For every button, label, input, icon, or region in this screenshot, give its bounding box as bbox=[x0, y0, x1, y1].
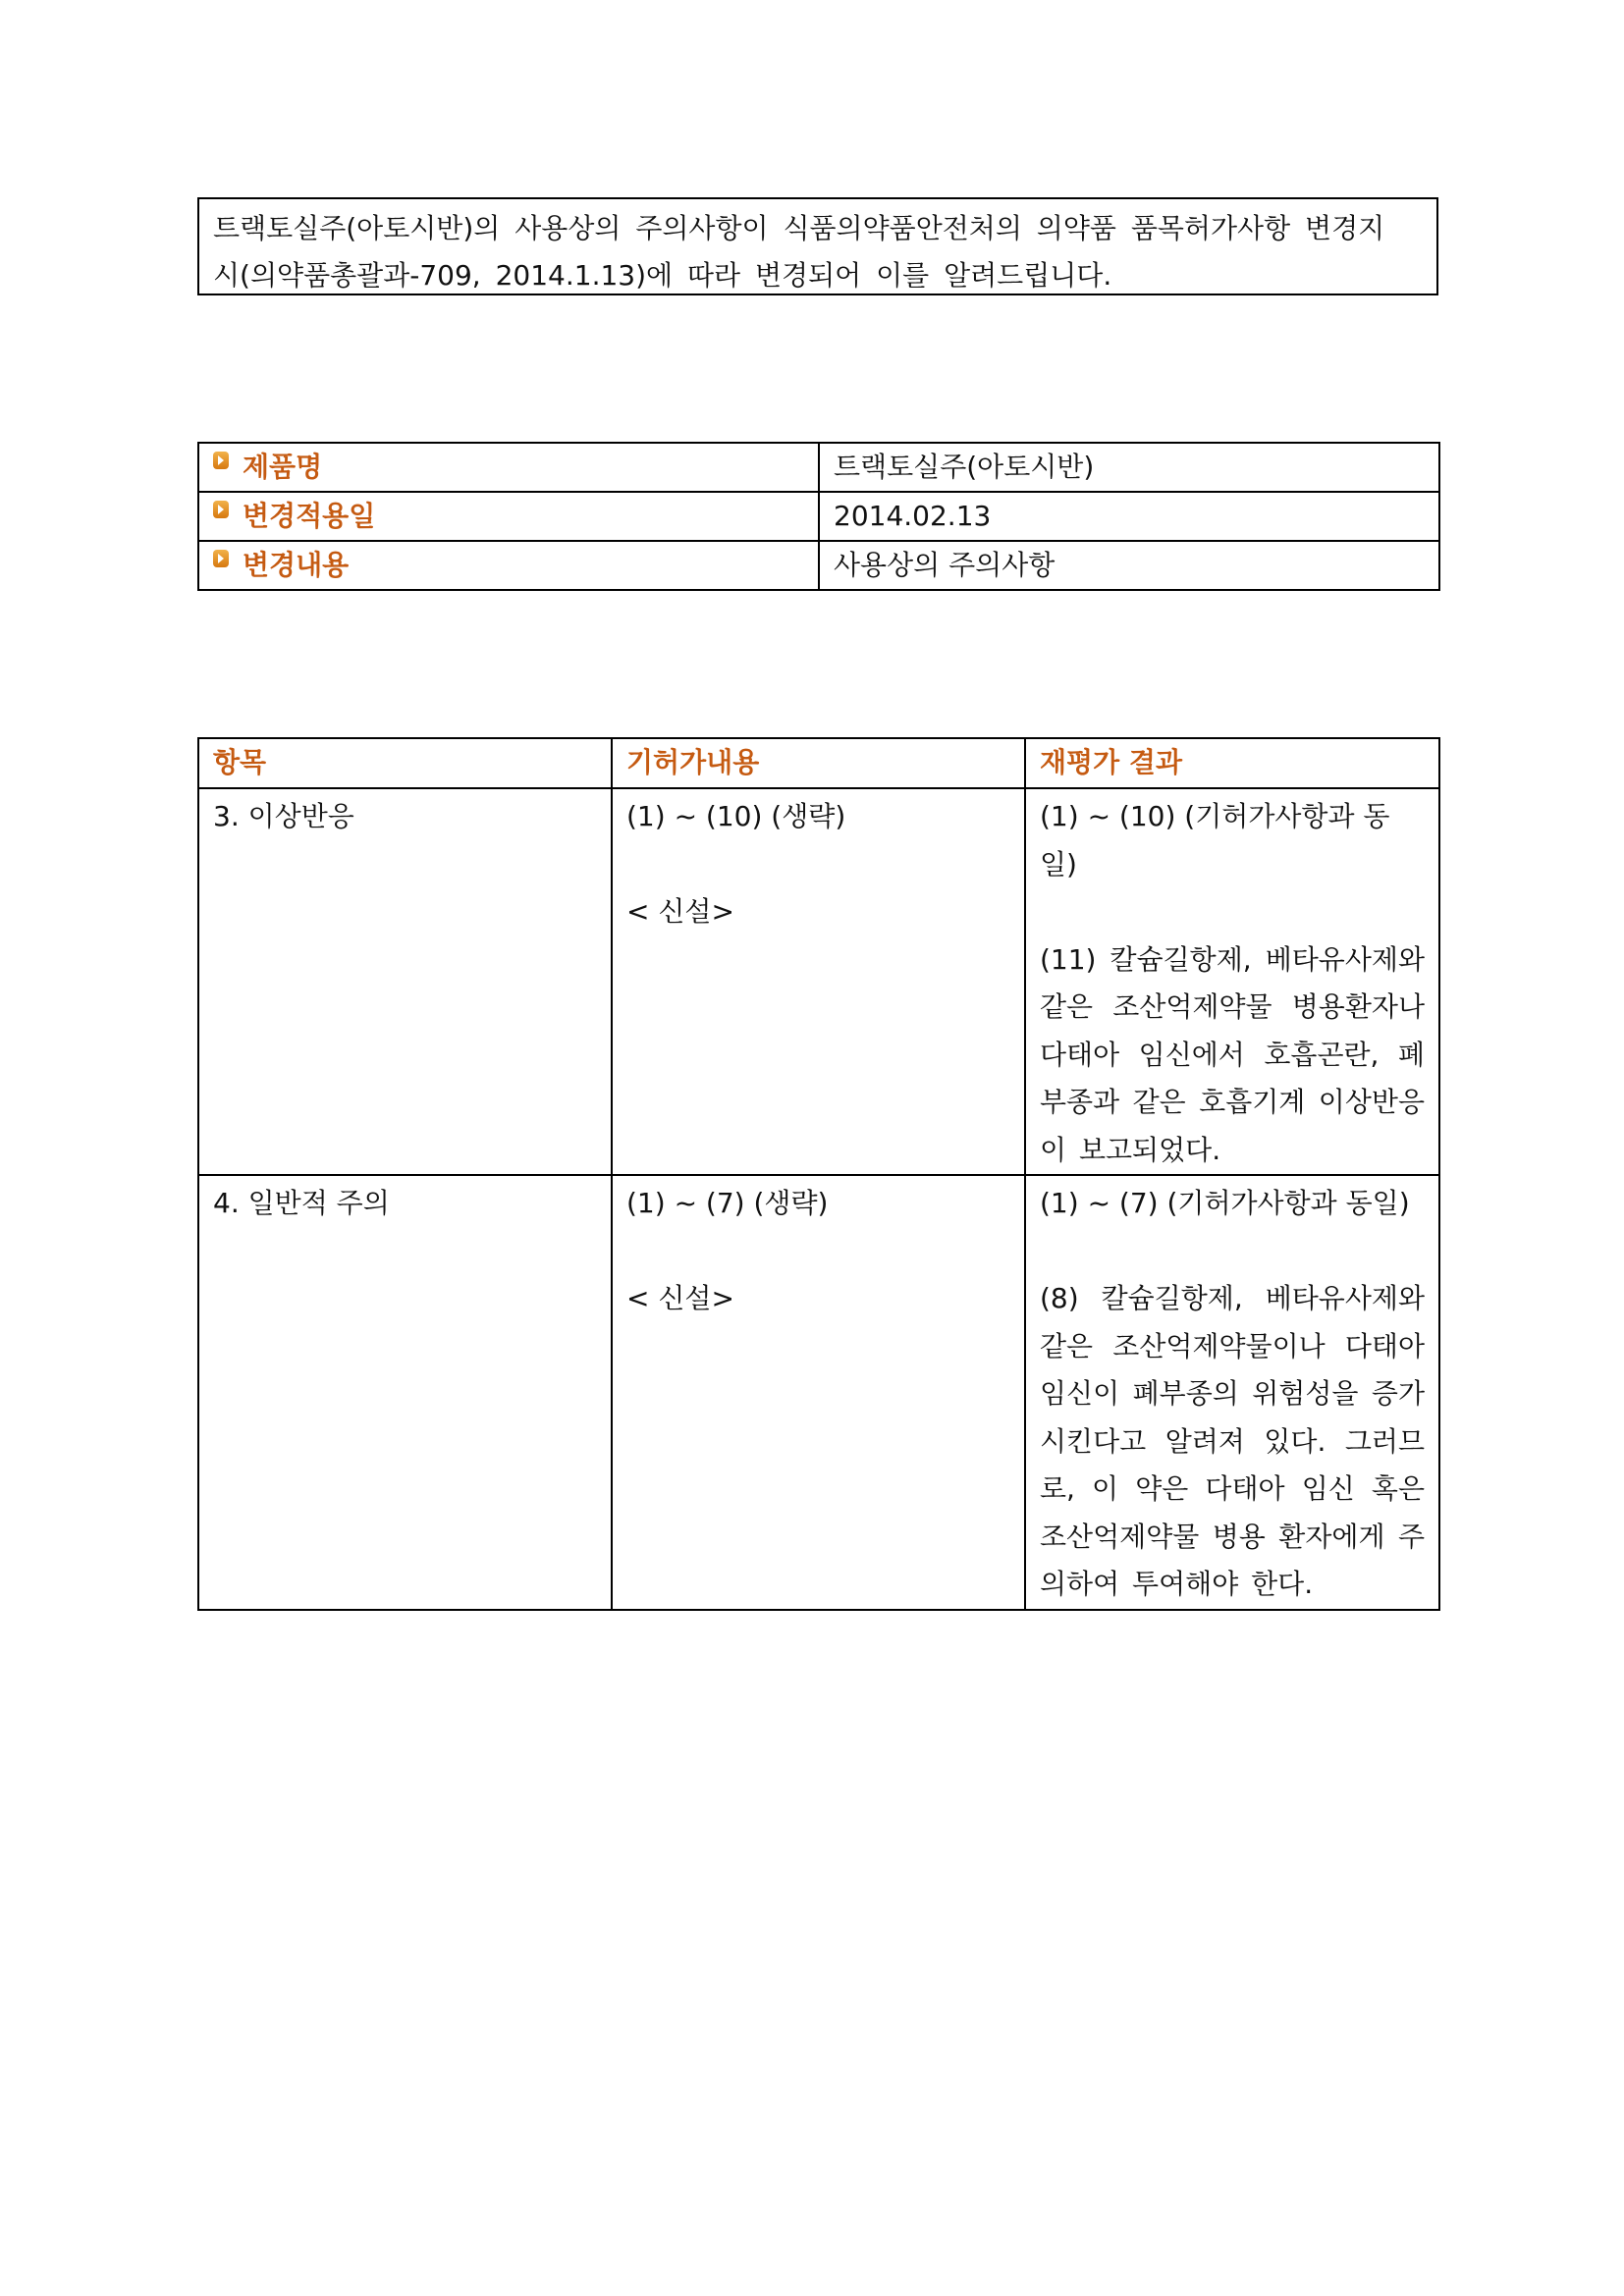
info-row-effective-date bbox=[198, 492, 1439, 541]
table-row bbox=[198, 788, 1439, 1175]
info-label-cell bbox=[198, 492, 819, 541]
info-row-product-name bbox=[198, 443, 1439, 492]
table-row bbox=[198, 1175, 1439, 1610]
row-result-cell bbox=[1025, 788, 1439, 1175]
header-item: 항목 bbox=[198, 738, 612, 788]
info-value-cell bbox=[819, 492, 1439, 541]
header-reevaluation-result: 재평가 결과 bbox=[1025, 738, 1439, 788]
info-value-cell bbox=[819, 443, 1439, 492]
row-previous-cell bbox=[612, 1175, 1025, 1610]
spacer bbox=[1040, 888, 1425, 936]
orange-arrow-bullet-icon bbox=[213, 452, 229, 469]
notice-box bbox=[197, 197, 1438, 295]
header-previous-approval: 기허가내용 bbox=[612, 738, 1025, 788]
previous-line-1: (1) ~ (7) (생략) bbox=[626, 1187, 829, 1219]
comparison-table bbox=[197, 737, 1440, 1611]
info-row-change-content bbox=[198, 541, 1439, 590]
comparison-header-row bbox=[198, 738, 1439, 788]
row-item-cell bbox=[198, 1175, 612, 1610]
previous-new-marker: < 신설> bbox=[626, 895, 734, 928]
result-new-text: (11) 칼슘길항제, 베타유사제와 같은 조산억제약물 병용환자나 다태아 임신에서 호흡곤란, 폐부종과 같은 호흡기계 이상반응이 보고되었다. bbox=[1040, 942, 1425, 1166]
info-value-change-content: 사용상의 주의사항 bbox=[834, 549, 1056, 581]
result-new-text: (8) 칼슘길항제, 베타유사제와 같은 조산억제약물이나 다태아 임신이 폐부종의 위험성을 증가시킨다고 알려져 있다. 그러므로, 이 약은 다태아 임신 혹은 조산억제약물 병용 환자에게 주의하여 투여해야 한다. bbox=[1040, 1282, 1425, 1600]
info-label-cell bbox=[198, 443, 819, 492]
row-result-cell bbox=[1025, 1175, 1439, 1610]
previous-line-1: (1) ~ (10) (생략) bbox=[626, 800, 846, 832]
info-label-change-content: 변경내용 bbox=[243, 549, 350, 581]
info-label-cell bbox=[198, 541, 819, 590]
info-label-effective-date: 변경적용일 bbox=[243, 500, 376, 532]
spacer bbox=[626, 841, 1010, 889]
row-item-label: 4. 일반적 주의 bbox=[213, 1187, 390, 1219]
row-item-cell bbox=[198, 788, 612, 1175]
notice-line-2: 시(의약품총괄과-709, 2014.1.13)에 따라 변경되어 이를 알려드립니다. bbox=[213, 259, 1112, 292]
spacer bbox=[1040, 1228, 1425, 1276]
info-label-product-name: 제품명 bbox=[243, 451, 323, 483]
previous-new-marker: < 신설> bbox=[626, 1282, 734, 1314]
row-previous-cell bbox=[612, 788, 1025, 1175]
row-item-label: 3. 이상반응 bbox=[213, 800, 354, 832]
result-line-1: (1) ~ (7) (기허가사항과 동일) bbox=[1040, 1187, 1410, 1219]
notice-line-1: 트랙토실주(아토시반)의 사용상의 주의사항이 식품의약품안전처의 의약품 품목허가사항 변경지 bbox=[213, 212, 1385, 244]
info-value-product-name: 트랙토실주(아토시반) bbox=[834, 451, 1095, 483]
result-line-1: (1) ~ (10) (기허가사항과 동일) bbox=[1040, 800, 1390, 881]
orange-arrow-bullet-icon bbox=[213, 501, 229, 518]
info-value-cell bbox=[819, 541, 1439, 590]
info-value-effective-date: 2014.02.13 bbox=[834, 500, 992, 532]
product-info-table bbox=[197, 442, 1440, 591]
orange-arrow-bullet-icon bbox=[213, 550, 229, 567]
spacer bbox=[626, 1228, 1010, 1276]
